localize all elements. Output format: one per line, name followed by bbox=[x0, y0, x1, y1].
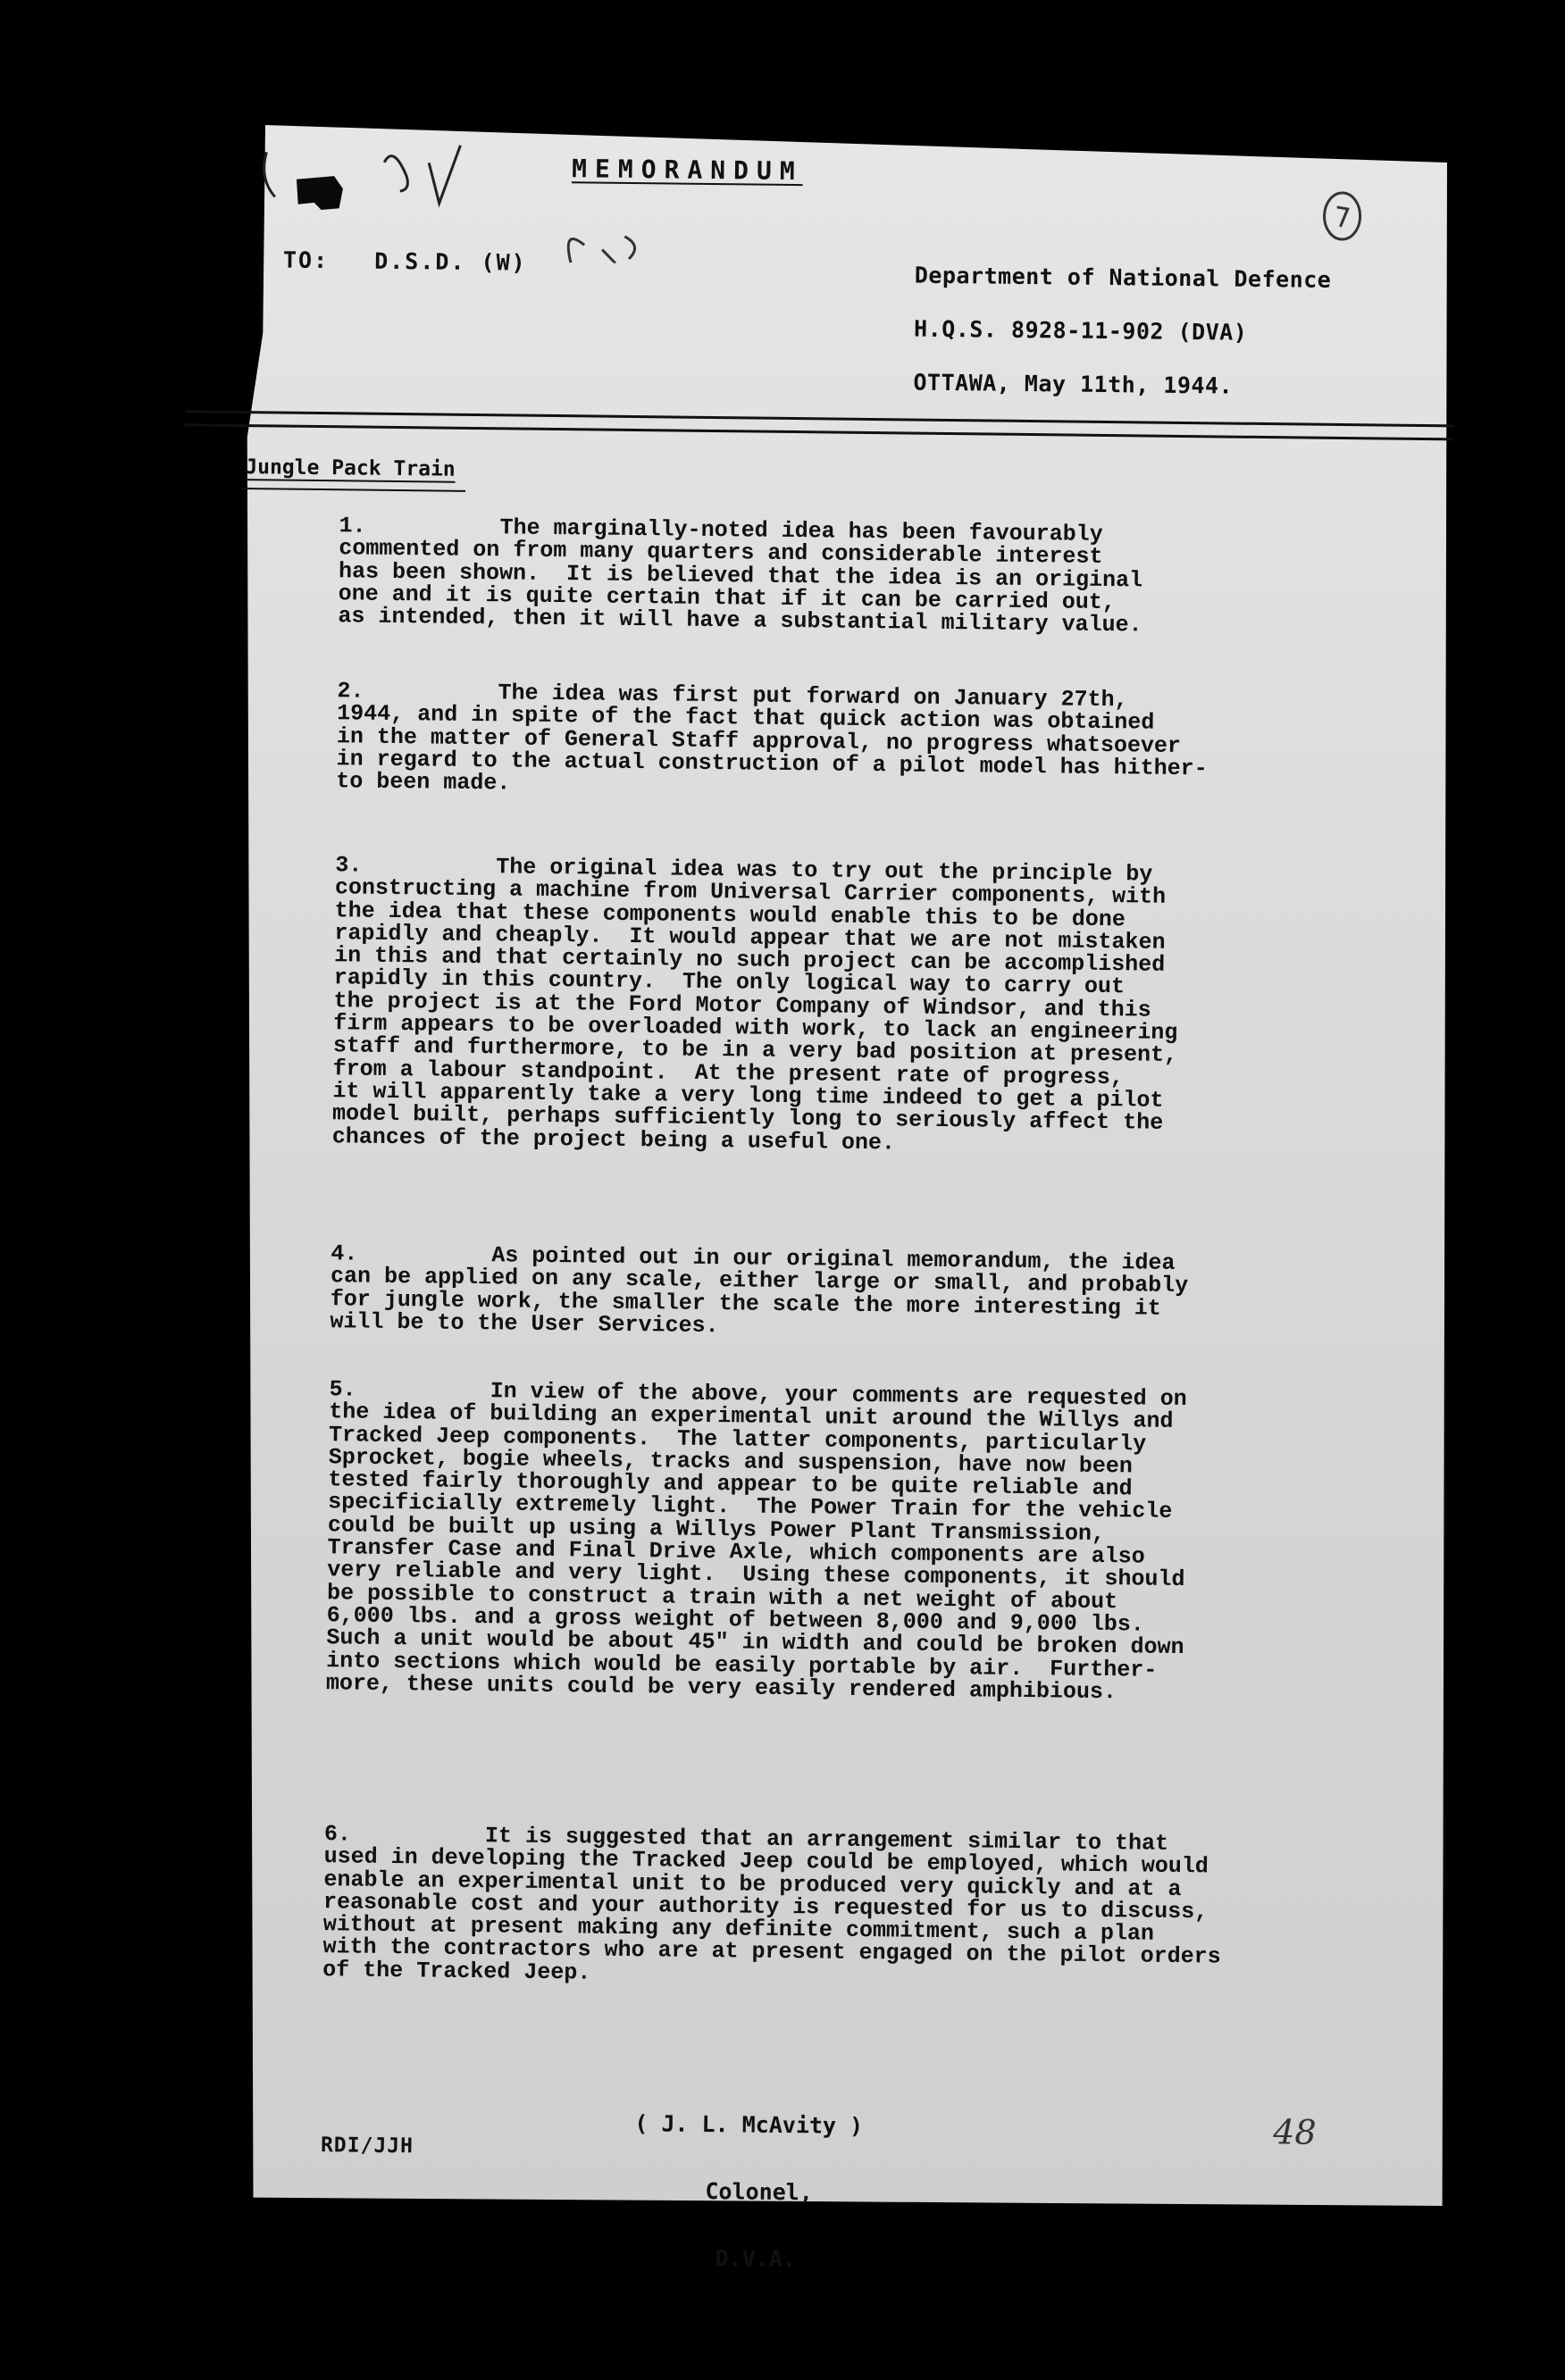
place-date: OTTAWA, May 11th, 1944. bbox=[913, 369, 1234, 399]
addressee bbox=[283, 247, 527, 276]
signature-block bbox=[632, 2067, 864, 2316]
to-label: TO: bbox=[282, 246, 330, 274]
page-number: 48 bbox=[1273, 2112, 1317, 2152]
file-reference: H.Q.S. 8928-11-902 (DVA) bbox=[913, 315, 1248, 346]
typist-initials: RDI/JJH bbox=[320, 2134, 414, 2159]
paragraph: 1. The marginally-noted idea has been favourably commented on from many quarters and considerable interest has been shown. It is believed that the idea is an original one and it is quite certain that if it can be carried out, as intended, then it will have a substantial military value. bbox=[338, 513, 1143, 639]
ink-blot-icon bbox=[295, 172, 345, 213]
signatory-name: ( J. L. McAvity ) bbox=[634, 2110, 864, 2140]
paragraph: 2. The idea was first put forward on January 27th, 1944, and in spite of the fact that quick action was obtained in the matter of General Staff approval, no progress whatsoever in regard to the actual construction of a pilot model has hither- to been made. bbox=[336, 678, 1208, 797]
signatory-office: D.V.A. bbox=[715, 2245, 797, 2273]
header-block bbox=[913, 249, 1332, 414]
to-value: D.S.D. (W) bbox=[374, 247, 527, 276]
paragraph: 5. In view of the above, your comments are requested on the idea of building an experimental unit around the Willys and Tracked Jeep components. The latter components, particularly Sprocket, bogie wheels, tracks and suspension, have now been tested fairly thoroughly and appear to be quite reliable and specificially extremely light. The Power Train for the vehicle could be built up using a Willys Power Plant Transmission, Transfer Case and Final Drive Axle, which components are also very reliable and very light. Using these components, it should be possible to construct a train with a net weight of about 6,000 lbs. and a gross weight of between 8,000 and 9,000 lbs. Such a unit would be about 45" in width and could be broken down into sections which would be easily portable by air. Further- more, these units could be very easily rendered amphibious. bbox=[325, 1376, 1187, 1706]
subject-line: Jungle Pack Train bbox=[245, 455, 456, 481]
memo-title: MEMORANDUM bbox=[571, 154, 803, 187]
circled-mark-icon bbox=[1317, 189, 1371, 244]
paragraph: 3. The original idea was to try out the principle by constructing a machine from Universal Carrier components, with the idea that these components would enable this to be done rapidly and cheaply. It would appear that we are not mistaken in this and that certainly no such project can be accomplished rapidly in this country. The only logical way to carry out the project is at the Ford Motor Company of Windsor, and this firm appears to be overloaded with work, to lack an engineering staff and furthermore, to be in a very bad position at present, from a labour standpoint. At the present rate of progress, it will apparently take a very long time indeed to get a pilot model built, perhaps sufficiently long to seriously affect the chances of the project being a useful one. bbox=[331, 852, 1178, 1156]
paragraph: 4. As pointed out in our original memorandum, the idea can be applied on any scale, either large or small, and probably for jungle work, the smaller the scale the more interesting it will be to the User Services. bbox=[330, 1240, 1189, 1340]
department-name: Department of National Defence bbox=[914, 262, 1332, 293]
divider bbox=[185, 423, 1453, 440]
paragraph: 6. It is suggested that an arrangement similar to that used in developing the Tracked Jeep could be employed, which would enable an experimental unit to be produced very quickly and at a reasonable cost and your authority is requested for us to discuss, without at present making any definite commitment, such a plan with the contractors who are at present engaged on the pilot orders of the Tracked Jeep. bbox=[322, 1821, 1221, 1986]
signatory-rank: Colonel, bbox=[705, 2178, 814, 2206]
